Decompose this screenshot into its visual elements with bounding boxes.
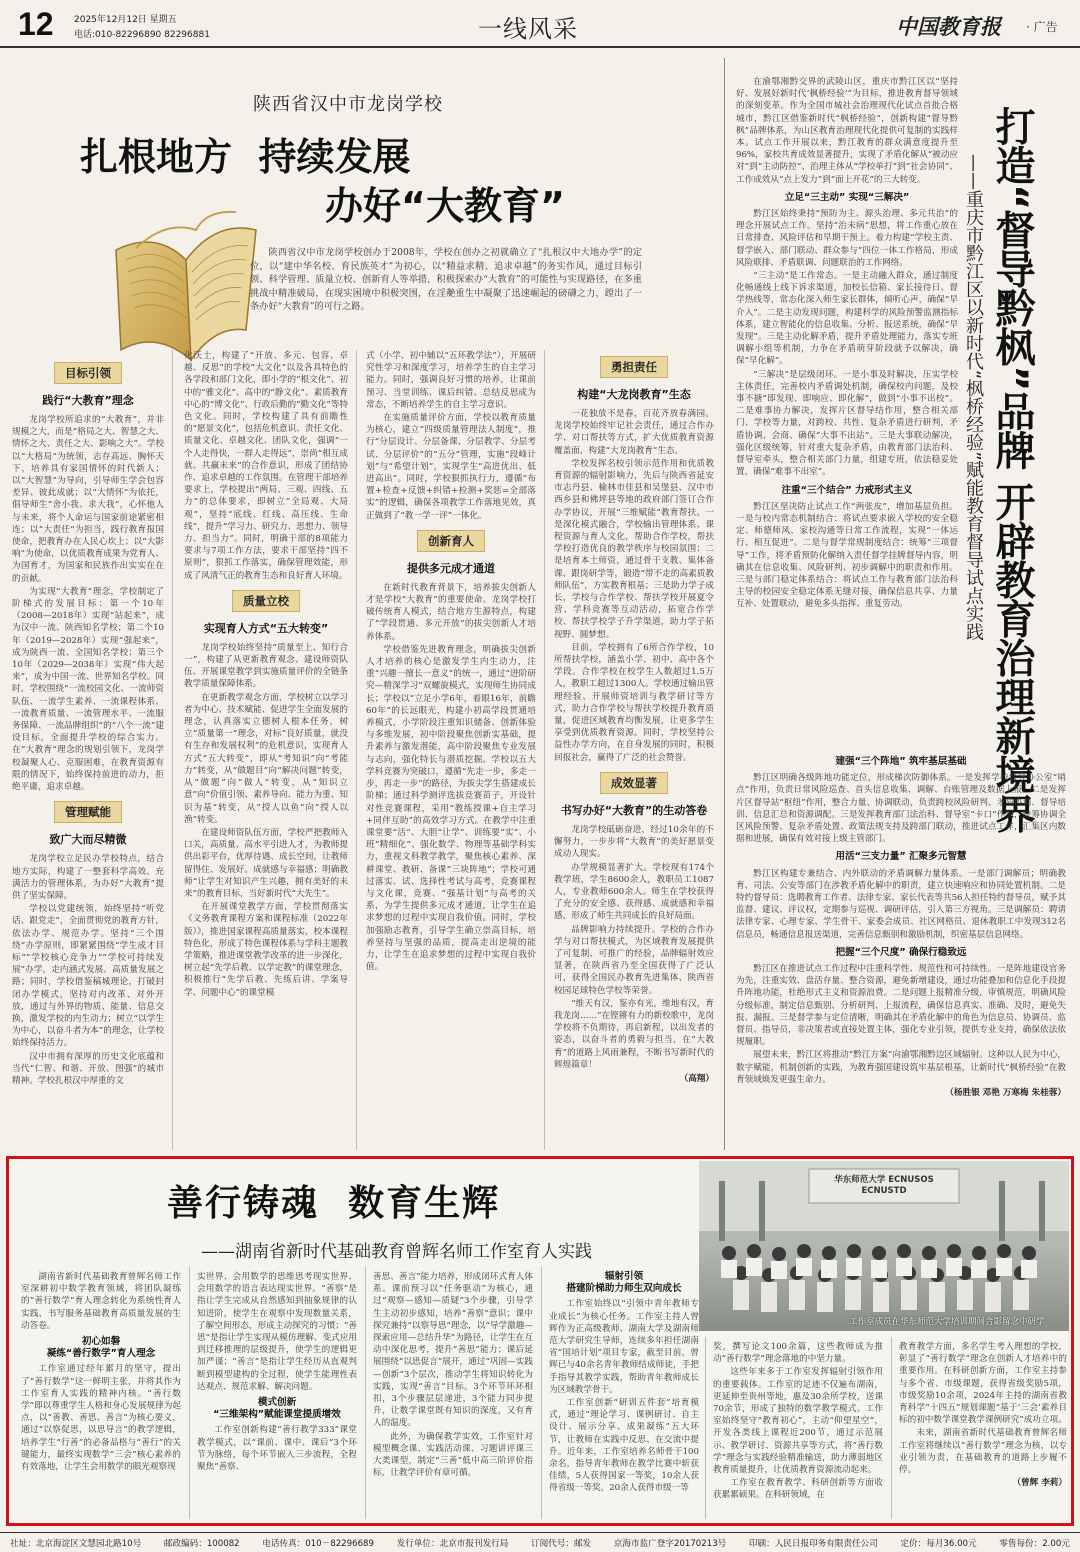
paragraph: 学校发挥名校引领示范作用和优质教育资源的辐射影响力，先后与陕西省延安市志丹县、榆林市佳县和吴堡县、汉中市西乡县和佛坪县等地的政府部门签订合作办学协议，开展“三维赋能”教育帮扶。一是深化模式融合，学校输出管理体系、课程资源与育人文化，帮助合作学校，帮扶学校打造优良的教学秩序与校园氛围；二是培育本土师资，通过骨干支教、集体备课、跟岗研学等，锻造“带不走的高素质教师队伍”，方实教育根基；三是助力学子成长，学校与合作学校、帮扶学校开展夏令营、学科竞赛等互动活动，拓宽合作学校、帮扶学校学子升学渠道，助力学子拓视野、圆梦想。 [554, 458, 714, 640]
paragraph: 奖，撰写论文100余篇，这些教师成为推动“善行数学”理念落地的中坚力量。 [713, 1342, 883, 1365]
tag-goal: 目标引领 [54, 362, 122, 384]
a1-col1 [12, 362, 164, 1088]
column-rule [541, 1267, 542, 1519]
footer-phone: 电话传真：010－82296689 [262, 1538, 374, 1549]
paragraph: 黔江区构建专兼结合、内外联动的矛盾调解力量体系。一是部门调解员；明确教育、司法、公安等部门在涉教矛盾化解中的职责，建立快速响应和协同处置机制。二是特约督导员：选聘教育工作者、法律专家、家长代表等共56人担任特约督导员，赋予其监督、建议、评议权，定期参与巡视、调研评估，引入第三方视角。三是调解员：聘请法律专家、心理专家、学生骨干、家委会成员、社区网格员、退休教职工中发现312名信息员，畅通信息报送渠道，完善信息甄别和激励机制，织密基层信息网络。 [736, 868, 1066, 940]
column-rule [172, 350, 173, 1150]
hunan-heading-1: 初心如磐 [81, 1336, 121, 1348]
photo-logo-text: 华东师范大学 ECNUSOS ECNUSTD [834, 1175, 934, 1196]
subhead-management: 致广大而尽精微 [49, 833, 127, 847]
masthead [0, 0, 1080, 48]
column-rule [891, 1337, 892, 1519]
footer-address: 社址：北京海淀区文慧园北路10号 [10, 1538, 142, 1549]
article-longgang [0, 50, 722, 1150]
hunan-col2 [197, 1271, 357, 1474]
responsibility-body [554, 408, 714, 764]
tag-management: 管理赋能 [54, 801, 122, 823]
footer-postcode: 邮政编码：100082 [163, 1538, 240, 1549]
paragraph: 为实现“大教育”理念，学校制定了阶梯式的发展目标：第一个10年（2008—2018年）实现“站起来”，成为汉中一流、陕西知名学校；第二个10年（2019—2028年）实现“强起来”，成为陕西一流、全国知名学校；第三个10年（2029—2038年）实现“伟大起来”，成为中国一流、世界知名学校。同时，学校围绕“一流校园文化、一流师资队伍、一流学生素养、一流课程体系、一流教育质量、一流管理水平、一流服务保障、一流品牌组织”的“八个一流”建设目标，全面提升学校的综合实力。在“大教育”理念的规划引领下，龙岗学校凝聚人心、克服困难，在教育资源有限的情况下，始终保持前进的动力，拒绝平庸，追求卓越。 [12, 586, 164, 793]
byline-hunan: （曾辉 李莉） [1012, 1478, 1067, 1489]
headline-line2 [325, 175, 565, 230]
paragraph: 工作室在教育教学、科研创新等方面收获累累硕果。在科研领域，在 [713, 1478, 883, 1501]
subhead-quality: 实现育人方式“五大转变” [203, 621, 329, 635]
footer-subscription: 订阅代号：邮发 [530, 1538, 592, 1549]
paragraph: 龙岗学校立足民办学校特点，结合地方实际，构建了一整套科学高效、充满活力的管理体系，为办好“大教育”提供了坚实保障。 [12, 854, 164, 901]
column-rule [365, 1267, 366, 1519]
school-name: 陕西省汉中市龙岗学校 [253, 94, 443, 115]
paragraph: 龙岗学校所追求的“大教育”，并非规模之大，而是“格局之大、智慧之大、情怀之大、责任之大、影响之大”。学校以“大格局”为统领，志存高远、胸怀天下，培养具有家国情怀的时代新人；以“大智慧”为导向，引导师生学会包容差异、彼此成就；以“大情怀”为依托，倡导师生“舍小我、求大我”，心怀他人与未来，将个人命运与国家前途紧密相连；以“大责任”为担当，践行教育报国使命，把教育办在人民心坎上；以“大影响”为使命，以优质教育成果为党育人、为国育才，为国家和民族作出实实在在的贡献。 [12, 415, 164, 584]
innovation-body [366, 582, 536, 974]
paragraph: 式（小学、初中辅以“五环教学法”），开展研究性学习和深度学习，培养学生的自主学习能力。同时，强调良好习惯的培养，让课前预习、当堂训练、课后纠错、总结反思成为常态，不断培养学生的自主学习意识。 [366, 351, 536, 410]
hunan-heading-3: 辐射引领 [604, 1271, 644, 1282]
column-rule [356, 350, 357, 1150]
headline-line2-em: “大教育” [401, 184, 565, 228]
paragraph: 未来，湖南省新时代基础教育曾辉名师工作室将继续以“善行数学”理念为核，以专业引领为责，在基础教育的道路上步履不停。 [899, 1428, 1067, 1476]
hunan-col5 [713, 1341, 883, 1503]
subhead-results: 书写办好“大教育”的生动答卷 [560, 803, 708, 817]
hunan-heading-1b: 凝练“善行数学”育人理念 [46, 1348, 156, 1360]
page-number: 12 [18, 6, 54, 42]
paragraph: 在实施质量评价方面，学校以教育质量为核心，建立“四级质量管理法人制度”，推行“分层设计、分层备课、分层教学、分层考试、分层评价”的“五分”管理，实施“段峰计划”与“希望计划”，实现学生“高进优出、低进高出”。同时，学校狠抓执行力，遵循“布置+检查+反馈+纠错+检测+奖惩=全部落实”的逻辑，确保各项教学工作落地见效，真正做到了“教一学一评”一体化。 [366, 413, 536, 521]
headline-line2-pre: 办好 [325, 184, 402, 228]
paragraph: 在更新教学观念方面，学校树立以学习者为中心、技术赋能、促进学生全面发展的理念，认真落实立德树人根本任务，树立“质量第一”理念，对标“良好质量，就没有生存和发展权利”的危机意识，实现育人方式“五大转变”，即从“考知识”向“考能力”转变，从“做题目”向“解决问题”转变，从“做题”向“做人”转变，从“知识立意”向“价值引领、素养导向、能力为重、知识为基”转变，从“授人以鱼”向“授人以渔”转变。 [184, 692, 348, 825]
paragraph: 展望未来，黔江区将推动“黔江方案”向渝鄂湘黔边区域辐射。这种以人民为中心，数字赋能，机制创新的实践，为教育强国建设筑牢基层根基，让新时代“枫桥经验”在教育领域焕发更强生命力。 [736, 1050, 1066, 1085]
evaluation-body [366, 350, 536, 522]
qianjiang-body [736, 76, 958, 612]
lead-paragraph [250, 246, 642, 315]
a1-col4 [554, 356, 714, 1084]
paragraph: 工作室创新构建“善行教学333”课堂教学模式，以“课前、课中、课后”3个环节为脉络，每个环节嵌入三步流程，全程聚焦“善察、 [197, 1425, 357, 1473]
culture-body [184, 350, 348, 582]
hunan-heading-2: 模式创新 [257, 1397, 297, 1409]
tag-results: 成效显著 [600, 772, 668, 794]
footer-printer: 印刷：人民日报印务有限责任公司 [748, 1538, 878, 1549]
footer-license: 京海市监广登字20170213号 [613, 1538, 727, 1549]
article-divider [724, 58, 725, 1150]
tag-responsibility: 勇担责任 [600, 356, 668, 378]
hunan-col6 [899, 1341, 1067, 1489]
paragraph: 黔江区在推进试点工作过程中注重科学性、规范性和可持续性。一是阵地建设官务为先，注重实效、盘活存量、整合资源，避免新增建设，通过功能叠加和信息化手段提升阵地功能，杜绝形式主义和资源浪费。二是问题上报精准分级，审慎规范，明确风险分级标准，制定信息甄别、分析研判、上报流程，确保信息真实、准确、及时，避免失报、漏报。三是督学参与定位清晰，明确其在矛盾化解中的角色为信息员、协调员、监督员、指导员，非决策者或直接处置主体，强化专业引领，提供专业支持，确保依法依规履职。 [736, 964, 1066, 1048]
paragraph: 化沃土，构建了“开放、多元、包容、卓越、反思”的学校“大文化”以及各具特色的各学段和部门文化，即小学的“根文化”、初中的“雅文化”、高中的“静文化”、素质教育中心的“博文化”、行政后勤的“勤文化”等特色文化。同时，学校构建了具有前瞻性的“愿景文化”，包括危机意识、责任文化、质量文化、卓越文化、团队文化，强调“一个人走得快，一群人走得远”，崇尚“相互成就、共赢未来”的合作意识，形成了团结协作、追求卓越的工作氛围。在管理干部培养要求上，学校提出“两局、三观、四线、五力”的总体要求，即树立“全局观、大局观”，坚持“底线、红线、高压线、生命线”，提升“学习力、研究力、思想力、领导力、担当力”。同时，明确干部的8项能力要求与7项工作方法，要求干部坚持“四不原则”，狠抓工作落实，确保管理效能，形成了风清气正的教育生态和良好育人环境。 [184, 351, 348, 581]
column-title: 一线风采 [478, 15, 578, 43]
hunan-col4 [549, 1271, 699, 1496]
paragraph: 工作室创新“研训五件套”培育模式，通过“理论学习、课例研讨、自主设计、展示分享、成果凝练”五大环节，让教师在实践中反思、在交流中提升。近年来，工作室培养名师骨干100余名，指导青年教师在教学比赛中斩获佳绩，5人获得国家一等奖，10余人获得省级一等奖，20余人获得市级一等 [549, 1398, 699, 1494]
paragraph: 龙岗学校始终坚持“质量至上、知行合一”，构建了从更新教育观念、建设师资队伍、开展课堂教学到实施质量评价的全链条教学质量保障体系。 [184, 642, 348, 690]
paragraph: 教育教学方面，多名学生考入理想的学校，彰显了“善行数学”理念在创新人才培养中的重要作用。在科研创新方面，工作室主持参与多个省、市级课题，获得省级奖励5项，市级奖励10余项，2024年主持的湖南省教育科学“十四五”规划课题“基于‘三会’素养目标的初中数学课堂教学课例研究”成功立项。 [899, 1342, 1067, 1426]
column-rule [189, 1267, 190, 1519]
issue-date: 2025年12月12日 星期五 [74, 15, 177, 25]
paragraph: 实世界、会用数学的思维思考现实世界、会用数学的语言表达现实世界。“善察”是指让学生完成从自然感知到抽象规律的认知进阶，使学生在观察中发现数量关系，了解空间形态，形成主动探究的习惯；“善思”是指让学生实现从模仿理解、变式应用到迁移推理的层级提升，使学生的逻辑更加严谨；“善言”是指让学生经历从直观判断到模型建构的全过程，使学生能理性表达观点、规范求解、解决问题。 [197, 1272, 357, 1392]
paragraph: 汉中市拥有深厚的历史文化底蕴和当代“仁智、和谐、开放、图强”的城市精神。学校扎根汉中厚重的文 [12, 1051, 164, 1086]
footer-price-month: 定价：每月36.00元 [900, 1538, 977, 1549]
paragraph: 黔江区坚决防止试点工作“两张皮”，增加基层负担。一是与校内常态机制结合：将试点要求嵌入学校的安全稳定、师德师风、家校沟通等日常工作流程，实现“一体运行、相互促进”。二是与督学常规制度结合：统筹“三项督导”工作，将矛盾预防化解纳入责任督学挂牌督导内容，明确其在信息收集、风险研判、初步调解中的职责和作用。三是与部门稳定体系结合：将试点工作与教育部门法治科主导的校园安全稳定体系无缝对接，确保信息共享、力量互补、处置联动，避免多头指挥、重复劳动。 [736, 501, 958, 610]
results-body [554, 824, 714, 1071]
open-book-illustration [96, 190, 266, 370]
paragraph: 学校借鉴先进教育理念，明确拔尖创新人才培养的核心是激发学生内生动力，注重“兴趣一擅长一意义”的统一，通过“进阶研究—精深学习”双螺旋模式，实现师生协同成长；学校以“立足小学6年，着眼16年，前瞻60年”的长远眼光，构建小初高学段贯通培养模式，小学阶段注重知识储备、创新体验与多维发展，初中阶段聚焦创新实基础，提升素养与激发潜能，高中阶段聚焦专业发展与志向，强化特长与潜质挖掘。学校以五大学科竞赛为突破口，遵循“先走一步，多走一步，再走一步”的路径，为拔尖学生搭建成长阶梯；通过科学测评选拔竞赛苗子，开设针对性竞赛课程，采用“教练授课+自主学习+同伴互助”的高效学习方式。在教学中注重课堂要“活”、大胆“让学”、训练要“实”、小班“精细化”、强化数学、物理等基础学科实力，重视文科教学教学，聚焦核心素养、深耕课堂、教研、备课“三块阵地”；学校可通过落实、试、选择性考试与高考，竞赛课程与文化课，竞赛、“强基计划”与高考的关系，为学生提供多元成才通道，让学生在追求梦想的过程中实现自我价值。同时，学校加强励志教育，引导学生确立崇高目标，培养坚持与坚强的品质，提高走出逆境的能力，让学生在追求梦想的过程中实现自我价值。 [366, 644, 536, 973]
paragraph: 工作室通过经年累月的坚守，提出了“善行数学”这一鲜明主张，并将其作为工作室育人实践的精神内核。“善行数学”即以尊重学生人格和身心发展规律为起点，以“善教、善思、善言”为核心要义，通过“以察促思，以思导言”的教学逻辑，培养学生“行善”的必备品格与“善行”的关键能力，最终实现数学“三会”核心素养的有效落地，让学生会用数学的眼光观察现 [21, 1364, 181, 1473]
editor-phone: 电话:010-82296890 82296881 [74, 30, 210, 40]
photo-caption: 工作室成员在华东师范大学培训期间合影留念中研学 [849, 1317, 1045, 1327]
footer-bar [0, 1532, 1080, 1552]
hunan-heading-2b: “三维架构”赋能课堂提质增效 [213, 1409, 341, 1421]
qianjiang-heading-3: 建强“三个阵地” 筑牢基层基础 [835, 756, 967, 767]
byline-gaoxiang: （高翔） [679, 1073, 714, 1084]
paragraph: 在新时代教育背景下，培养拔尖创新人才是学校“大教育”的重要使命。龙岗学校打破传统育人模式，结合地方生源特点，构建了“学段贯通、多元开放”的拔尖创新人才培养体系。 [366, 582, 536, 642]
qianjiang-heading-1: 立足“三主动” 实现“三解决” [784, 191, 910, 203]
paragraph: “三主动”是工作常态。一是主动融入群众，通过制度化畅通线上线下诉求渠道，加校长信箱、家长接待日、督学热线等，常态化深入师生家长群体，倾听心声，确保“早介入”。二是主动发现问题，构建科学的风险预警监测指标体系，建立智能化的信息收集、分析、报送系统，确保“早发现”。三是主动化解矛盾，提升矛盾处理能力，落实专班调解小组等机制，力争在矛盾萌芽阶段就予以解决，确保“早化解”。 [736, 271, 958, 367]
qianjiang-body-lower [736, 750, 1066, 1099]
hunan-heading-3b: 搭建阶梯助力师生双向成长 [566, 1283, 682, 1295]
a1-col3 [366, 350, 536, 974]
paragraph: 在开展课堂教学方面，学校贯彻落实《义务教育课程方案和课程标准（2022年版）》，推进国家课程高质量落实，校本课程特色化，形成了特色课程体系与学科主题教学策略，推进课堂教学改革的进一步深化，树立起“先学后教、以学定教”的课堂理念，积极推行“先学后教、先练后讲、学案导学、问题中心”的课堂模 [184, 902, 348, 998]
quality-body [184, 642, 348, 999]
headline-line1: 扎根地方 持续发展 [80, 135, 411, 179]
paragraph: 龙岗学校砥砺奋进，经过10余年的不懈努力，一步步将“大教育”的美好愿景变成动人现实。 [554, 824, 714, 860]
paragraph: 黔江区明确各级阵地功能定位，形成梯次防御体系。一是发挥学校督导办公室“哨点”作用，负责日常风险巡查、首头信息收集、调解、台账管理及数据上报。二是发挥片区督导站“枢纽”作用，整合力量、协调联动，负责跨校风险研判、矛盾协调、督导培训、信息汇总和资源调配。三是发挥教育部门法治科、督导室“卡口”作用，统筹协调全区风险预警、复杂矛盾处置、政策法规支持及跨部门联动，推进试点工作，汇集区内数据和进展，确保有效对接上级主管部门。 [736, 773, 1066, 845]
subhead-innovation: 提供多元成才通道 [407, 561, 495, 575]
qianjiang-heading-4: 用活“三支力量” 汇聚多元智慧 [835, 851, 967, 863]
hunan-headline: 善行铸魂 数育生辉 [167, 1183, 501, 1224]
byline-qianjiang: （杨胜银 邓艳 万寒梅 朱桂蓉） [945, 1088, 1066, 1099]
paragraph: “维天有汉，鉴亦有光，维地有汉，育我龙岗……”在铿锵有力的新校歌中，龙岗学校将不负期待，再启新程，以出发者的姿态，以奋斗者的勇毅与担当，在“大教育”的道路上风雨兼程，不断书写新时代的辉煌篇章！ [554, 998, 714, 1070]
management-body [12, 853, 164, 1087]
paragraph: 办学规模显著扩大。学校现有174个教学班，学生8600余人，教职员工1087人，专业教师600余人。师生在学校获得了充分的安全感、获得感、成就感和幸福感，形成了师生共同成长的良好局面。 [554, 862, 714, 922]
column-rule [705, 1337, 706, 1519]
qianjiang-headline: 打造“督导黔枫”品牌 开辟教育治理新境界 [989, 106, 1035, 833]
article-hunan [6, 1156, 1074, 1526]
paragraph: 学校以党建统领，始终坚持“听党话、跟党走”，全面贯彻党的教育方针，依法办学、规范办学。坚持“三个围绕”办学原则，即紧紧围绕“学生成才目标”“学校核心竞争力”“学校可持续发展”办学，走内涵式发展、高质量发展之路；同时，学校借鉴稿城理论，打破封闭办学模式，坚持对内改革、对外开放，通过与外界的物质、能量、信息交换，激发学校的内生动力；树立“以学生为中心，以奋斗者为本”的理念，让学校始终保持活力。 [12, 904, 164, 1049]
paragraph: 善思、善言”能力培养，形成闭环式育人体系。课前预习以“任务驱动”为核心，通过“观察—感知—质疑”3个步骤，引导学生主动初步感知，培养“善察”意识；课中探究兼持“以察导思”理念，以“导学激趣—探索应用—总结升华”为路径，让学生在互动中深化思考，提升“善思”能力；课后延展围绕“以思促言”展开，通过“巩固—实践—创新”3个层次，推动学生将知识转化为实践，实现“善言”目标。3个环节环环相扣，3个步骤层层递进，3个能力同步提升，让数学课堂既有知识的深度，又有育人的温度。 [373, 1272, 533, 1429]
paragraph: 在建设师资队伍方面，学校严把教师入口关，高质量、高水平引进人才，为教师提供出彩平台，优厚待遇、成长空间，让教师留得住、发展好。成就感与幸福感；明确教师“让学生对知识产生兴趣，拥有美好的未来”的教育目标，当好新时代“大先生”。 [184, 827, 348, 899]
paragraph: 黔江区始终秉持“预防为主、源头治理、多元共治”的理念开展试点工作。坚持“治未病”思想，将工作重心放在日常排查、风险评估和早期干预上。着力构建“学校主责、督学嵌入、部门联动、群众参与”四位一体工作格局，形成风险联排、矛盾联调、问题联治的工作网络。 [736, 209, 958, 268]
footer-distributor: 发行单位：北京市报刊发行局 [396, 1538, 509, 1549]
column-rule [544, 350, 545, 1150]
subhead-goal: 践行“大教育”理念 [42, 394, 134, 407]
lead-text: 陕西省汉中市龙岗学校创办于2008年，学校在创办之初就确立了“扎根汉中大地办学”的定位，以“建中华名校、育民族英才”为初心，以“精益求精、追求卓越”的务实作风，通过目标引领、科学管理、质量立校、创新育人等举措，积极探索办“大教育”的可能性与实现路径，在多重挑战中精准破局，在现实困境中积极突围，在淫艴重生中凝聚了迅速崛起的磅礴之力，蹚出了一条办好“大教育”的可行之路。 [250, 247, 642, 313]
paragraph: 品牌影响力持续提升。学校的合作办学与对口帮扶模式，为区域教育发展提供了可复制、可推广的经验，品牌辐射效应显著，在陕西省乃至全国获得了广泛认可，获得全国民办教育先进集体、陕西省校园足球特色学校等荣誉。 [554, 924, 714, 996]
footer-price-single: 零售每份：2.00元 [999, 1538, 1070, 1549]
qianjiang-subtitle: ——重庆市黔江区以新时代“枫桥经验”赋能教育督导试点实践 [963, 154, 984, 641]
subhead-responsibility: 构建“大龙岗教育”生态 [577, 388, 691, 401]
ad-label: · 广告 [1026, 20, 1058, 34]
goal-body [12, 414, 164, 793]
paragraph: 一花独放不是春，百花齐放春满园。龙岗学校始终牢记社会责任，通过合作办学、对口帮扶等方式，扩大优质教育资源覆盖面，构建“大龙岗教育”生态。 [554, 409, 714, 456]
paragraph: 目前，学校拥有了6所合作学校，10所帮扶学校，涵盖小学、初中、高中各个学段。合作学校在校学生人数超过1.5万人，教职工超过1300人。学校通过输出管理经验、开展师资培训与教学研讨等方式，助力合作学校与帮扶学校提升教育质量，促进区域教育均衡发展，让更多学生享受到优质教育资源。同时，学校坚持公益性办学方向，在自身发展的同时，积极回报社会，赢得了广泛的社会赞誉。 [554, 642, 714, 763]
hunan-col3 [373, 1271, 533, 1480]
tag-quality: 质量立校 [232, 590, 300, 612]
a1-col2 [184, 350, 348, 1000]
group-photo [699, 1161, 1069, 1331]
paragraph: 在渝鄂湘黔交界的武陵山区，重庆市黔江区以“坚持好、发展好新时代‘枫桥经验’”为目标，推进教育督导领域的深刻变革。作为全国市城社会治理现代化试点首批合格城市，黔江区借鉴新时代“枫桥经验”，创新构建“督导黔枫”品牌体系，为山区教育治理现代化提供可复制的实践样本。试点工作开展以来，黔江教育的群众满意度提升至96%，家校共育成效显著提升，实现了矛盾化解从“被动应对”到“主动防控”、治理主体从“学校单打”到“社会协同”、工作成效从“点上发力”到“面上开花”的三大转变。 [736, 77, 958, 185]
hunan-col1 [21, 1271, 181, 1474]
paper-name: 中国教育报 [896, 14, 1001, 39]
paragraph: 这些年来多于工作室发挥辐射引领作用的重要载体。工作室的足迹不仅遍布湖南，更延伸至贵州等地，惠及30余所学校，送课70余节，形成了独特的数学教学模式。工作室始终坚守“教育初心”，主动“仰望星空”，开发各类线上课程近200节，通过示范展示、教学研讨、资源共享等方式，将“善行数学”理念与实践经验精准输送，助力薄弱地区教育质量提升，让优质教育资源流动起来。 [713, 1367, 883, 1476]
tag-innovation: 创新育人 [417, 530, 485, 552]
paragraph: 工作室始终以“引领中青年教师专业成长”为核心任务。工作室主持人曾辉作为正高级教师、湖南大学及湖南师范大学研究生导师，连续多年担任湖南省“国培计划”项目专家，截至目前，曾辉已与40余名青年教师结成师徒，手把手指导其教学实践，帮助青年教师成长为区域教学骨干。 [549, 1299, 699, 1395]
paragraph: 湖南省新时代基础教育曾辉名师工作室深耕初中数学教育领域，将团队凝练的“善行数学”育人理念转化为系统性育人实践，书写服务基础教育高质量发展的生动答卷。 [21, 1272, 181, 1331]
paragraph: “三解决”是层级闭环。一是小事及时解决，压实学校主体责任，完善校内矛盾调处机制，确保校内问题，及校事不搪“即发现、即响应、即化解”，做到“小事不出校”。二是难事协力解决，发挥片区督导结作用，整合相关部门、学校等力量，对跨校、共性、复杂矛盾进行研判，矛盾协调、会商、确保“大事不出站”。三是大事联动解决，强化区级统筹，针对重大复杂矛盾，由教育部门法治科、督导室牵头，整合相关部门力量，组建专班，依法稳妥处置，确保“难事不出室”。 [736, 369, 958, 478]
qianjiang-heading-2: 注重“三个结合” 力戒形式主义 [781, 484, 913, 496]
hunan-subtitle: ——湖南省新时代基础教育曾辉名师工作室育人实践 [201, 1242, 592, 1262]
qianjiang-heading-5: 把握“三个尺度” 确保行稳致远 [835, 946, 967, 958]
paragraph: 此外，为确保教学实效，工作室针对模型概念课、实践活动课、习题讲评课三大类课型，制定“三善”低中高三阶评价指标，让教学评价有章可循。 [373, 1431, 533, 1479]
article-qianjiang [730, 54, 1076, 1150]
